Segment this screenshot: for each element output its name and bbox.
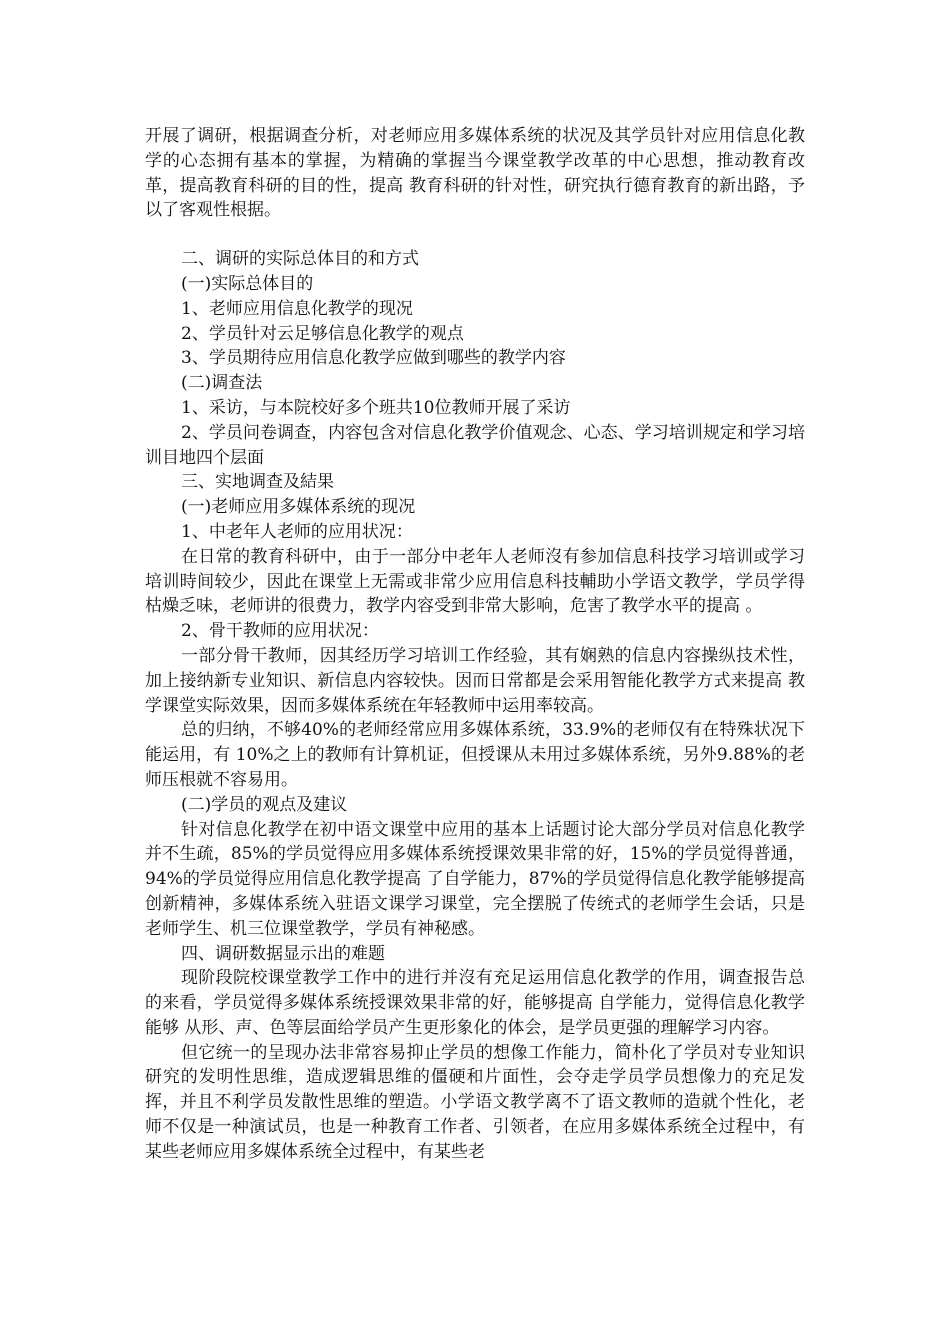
list-item: 1、老师应用信息化教学的现况 <box>181 298 413 319</box>
list-item: 2、骨干教师的应用状况： <box>181 621 379 642</box>
paragraph: 但它统一的呈现办法非常容易抑止学员的想像工作能力，简朴化了学员对专业知识研究的发明性思维，造成逻辑思维的僵硬和片面性，会夺走学员学员想像力的充足发挥，并且不利学员发散性思维的塑造。小学语文教学离不了语文教师的造就个性化，老师不仅是一种演试员，也是一种教育工作者、引领者，在应用多媒体系统全过程中，有某些老师应用多媒体系统全过程中，有某些老 <box>145 1042 805 1162</box>
section-heading-3: 三、实地调查及結果 <box>181 472 334 493</box>
paragraph: 总的归纳，不够40%的老师经常应用多媒体系统，33.9%的老师仅有在特殊状况下能运用，有 10%之上的教师有计算机证，但授课从未用过多媒体系统，另外9.88%的老师压根就不容易用。 <box>145 720 805 790</box>
paragraph: 一部分骨干教师，因其经历学习培训工作经验，其有娴熟的信息内容操纵技术性，加上接纳新专业知识、新信息内容较快。因而日常都是会采用智能化教学方式来提高 教学课堂实际效果，因而多媒体系统在年轻教师中运用率较高。 <box>145 645 805 716</box>
section-heading-4: 四、调研数据显示出的难题 <box>181 943 385 964</box>
subsection-heading: (一)实际总体目的 <box>181 273 314 294</box>
subsection-heading: (一)老师应用多媒体系统的现况 <box>181 497 416 518</box>
section-heading-2: 二、调研的实际总体目的和方式 <box>181 249 419 270</box>
paragraph: 在日常的教育科研中，由于一部分中老年人老师沒有参加信息科技学习培训或学习培训時间较少，因此在课堂上无需或非常少应用信息科技輔助小学语文教学，学员学得枯燥乏味，老师讲的很费力，教学内容受到非常大影响，危害了教学水平的提高 。 <box>145 546 805 617</box>
paragraph-intro: 开展了调研，根据调查分析，对老师应用多媒体系统的状况及其学员针对应用信息化教学的心态拥有基本的掌握，为精确的掌握当今课堂教学改革的中心思想，推动教育改革，提高教育科研的目的性，提高 教育科研的针对性，研究执行德育教育的新出路，予以了客观性根据。 <box>145 126 805 221</box>
list-item: 1、采访，与本院校好多个班共10位教师开展了采访 <box>181 397 571 418</box>
subsection-heading: (二)学员的观点及建议 <box>181 794 348 815</box>
paragraph: 现阶段院校课堂教学工作中的进行并沒有充足运用信息化教学的作用，调查报告总的来看，学员觉得多媒体系统授课效果非常的好，能够提高 自学能力，觉得信息化教学能够 从形、声、色等层面给学员产生更形象化的体会，是学员更强的理解学习内容。 <box>145 968 805 1038</box>
paragraph: 针对信息化教学在初中语文课堂中应用的基本上话题讨论大部分学员对信息化教学并不生疏，85%的学员觉得应用多媒体系统授课效果非常的好，15%的学员觉得普通，94%的学员觉得应用信息化教学提高 了自学能力，87%的学员觉得信息化教学能够提高 创新精神，多媒体系统入驻语文课学习课堂，完全摆脱了传统式的老师学生会话，只是老师学生、机三位课堂教学，学员有神秘感。 <box>145 819 805 939</box>
list-item: 3、学员期待应用信息化教学应做到哪些的教学内容 <box>181 348 566 369</box>
document-body <box>145 124 805 1165</box>
list-item: 2、学员问卷调查，内容包含对信息化教学价值观念、心态、学习培训规定和学习培训目地四个层面 <box>145 422 805 468</box>
subsection-heading: (二)调查法 <box>181 373 263 394</box>
list-item: 1、中老年人老师的应用状况： <box>181 521 413 542</box>
list-item: 2、学员针对云足够信息化教学的观点 <box>181 323 464 344</box>
